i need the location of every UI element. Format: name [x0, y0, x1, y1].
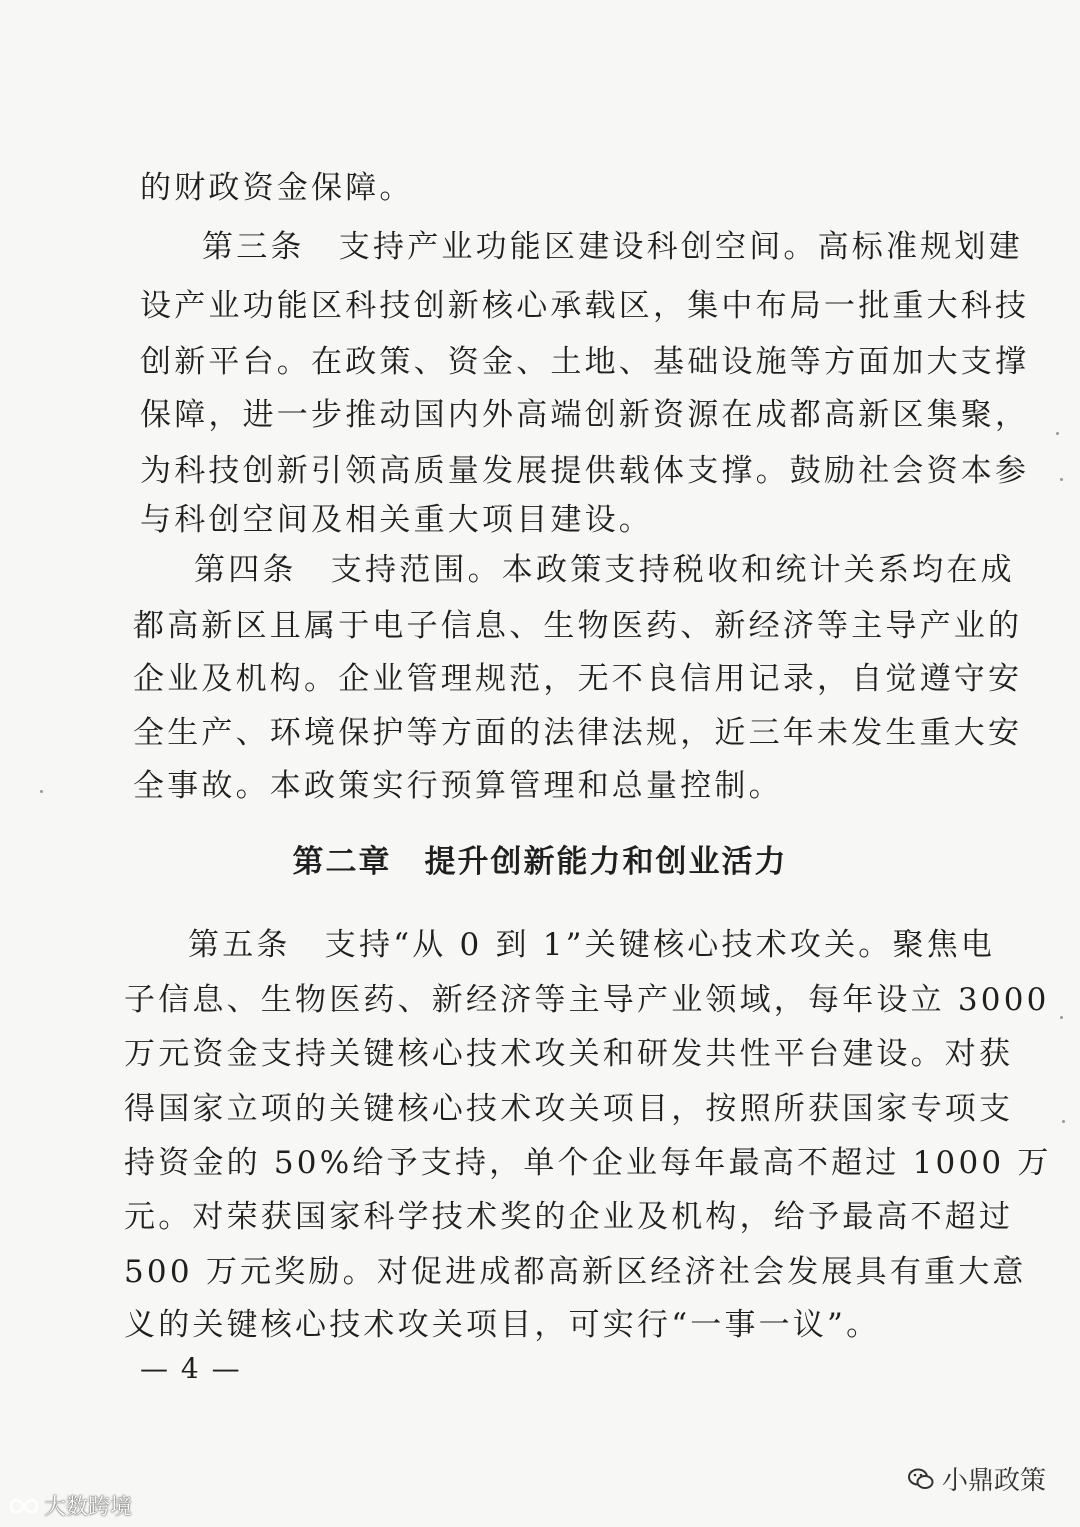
text-line: 全生产、环境保护等方面的法律法规，近三年未发生重大安 — [133, 715, 1023, 751]
text-line: 得国家立项的关键核心技术攻关项目，按照所获国家专项支 — [124, 1091, 1014, 1127]
text-line: 元。对荣获国家科学技术奖的企业及机构，给予最高不超过 — [124, 1199, 1014, 1235]
wechat-icon — [908, 1467, 934, 1491]
page-number: — 4 — — [140, 1352, 242, 1385]
text-line: 全事故。本政策实行预算管理和总量控制。 — [133, 768, 783, 804]
watermark-right — [908, 1460, 1046, 1497]
watermark-right-text: 小鼎政策 — [942, 1466, 1047, 1496]
text-line: 500 万元奖励。对促进成都高新区经济社会发展具有重大意 — [124, 1254, 1027, 1290]
text-line: 持资金的 50%给予支持，单个企业每年最高不超过 1000 万 — [124, 1145, 1052, 1181]
watermark-left-text: 大数跨境 — [44, 1495, 133, 1520]
text-line: 子信息、生物医药、新经济等主导产业领域，每年设立 3000 — [124, 982, 1050, 1018]
text-line: 设产业功能区科技创新核心承载区，集中布局一批重大科技 — [140, 288, 1030, 324]
watermark-left — [8, 1490, 132, 1521]
article-3-heading-line: 第三条 支持产业功能区建设科创空间。高标准规划建 — [202, 229, 1023, 265]
text-line: 义的关键核心技术攻关项目，可实行“一事一议”。 — [124, 1307, 881, 1343]
scan-speck — [1060, 1016, 1063, 1019]
text-line: 的财政资金保障。 — [140, 170, 414, 206]
text-line: 为科技创新引领高质量发展提供载体支撑。鼓励社会资本参 — [140, 453, 1030, 489]
text-line: 保障，进一步推动国内外高端创新资源在成都高新区集聚， — [140, 397, 1030, 433]
text-line: 与科创空间及相关重大项目建设。 — [140, 502, 653, 538]
scan-speck — [1056, 432, 1059, 435]
text-line: 万元资金支持关键核心技术攻关和研发共性平台建设。对获 — [124, 1036, 1014, 1072]
article-4-heading-line: 第四条 支持范围。本政策支持税收和统计关系均在成 — [194, 552, 1015, 588]
scan-speck — [1060, 478, 1063, 481]
article-5-heading-line: 第五条 支持“从 0 到 1”关键核心技术攻关。聚焦电 — [188, 927, 996, 963]
scan-speck — [40, 790, 43, 793]
text-line: 都高新区且属于电子信息、生物医药、新经济等主导产业的 — [133, 608, 1023, 644]
text-line: 企业及机构。企业管理规范，无不良信用记录，自觉遵守安 — [133, 661, 1023, 697]
scan-speck — [1062, 1120, 1065, 1123]
chapter-title: 第二章 提升创新能力和创业活力 — [292, 844, 788, 880]
text-line: 创新平台。在政策、资金、土地、基础设施等方面加大支撑 — [140, 344, 1030, 380]
infinity-logo-icon — [8, 1495, 40, 1517]
